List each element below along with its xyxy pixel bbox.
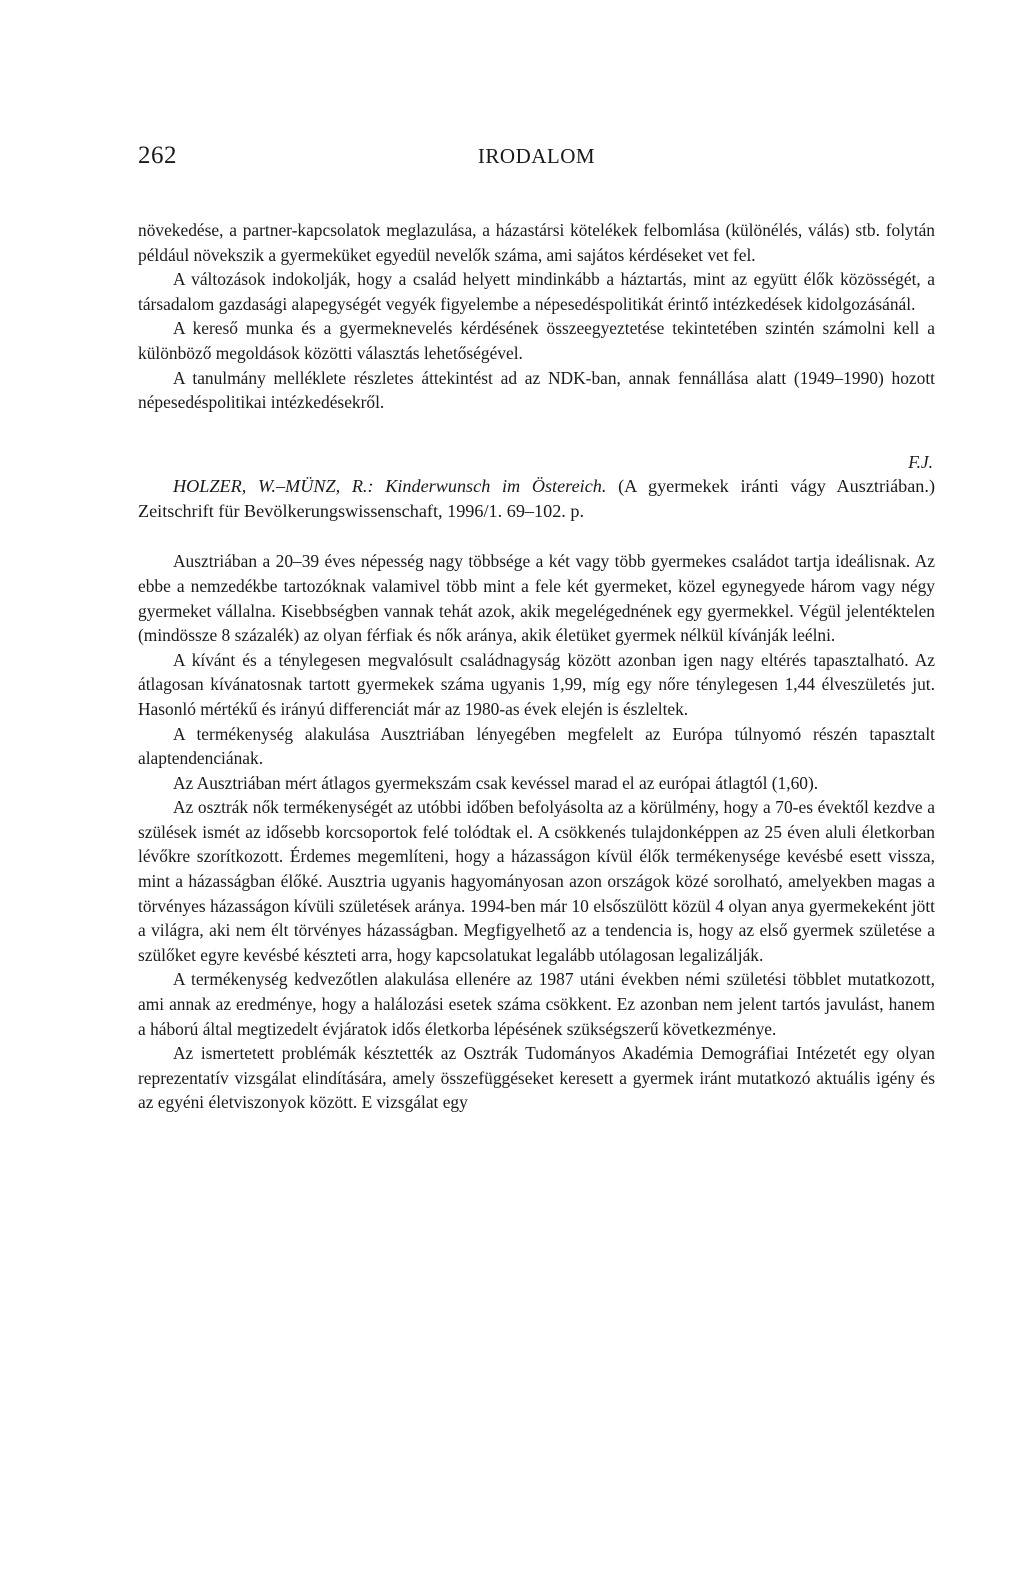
page-number: 262 bbox=[138, 142, 177, 169]
paragraph: A kívánt és a ténylegesen megvalósult családnagyság között azonban igen nagy eltérés tapasztalható. Az átlagosan kívánatosnak tartott gyermekek száma ugyanis 1,99, míg egy nőre ténylegesen 1,44 élveszületés jut. Hasonló mértékű és irányú differenciát már az 1980-as évek elején is észleltek. bbox=[138, 649, 935, 719]
previous-review bbox=[138, 218, 935, 474]
section-title: IRODALOM bbox=[477, 144, 596, 168]
paragraph: Az Ausztriában mért átlagos gyermekszám csak kevéssel marad el az európai átlagtól (1,60). bbox=[173, 772, 819, 793]
citation-authors: HOLZER, W.–MÜNZ, R.: bbox=[173, 476, 374, 497]
citation-title: Kinderwunsch im Östereich. bbox=[385, 476, 607, 497]
paragraph: Az ismertetett problémák késztették az Osztrák Tudományos Akadémia Demográfiai Intézetét egy olyan reprezentatív vizsgálat elindítására, amely összefüggéseket keresett a gyermek iránt mutatkozó aktuális igény és az egyéni életviszonyok között. E vizsgálat egy bbox=[138, 1043, 935, 1113]
paragraph: növekedése, a partner-kapcsolatok meglazulása, a házastársi kötelékek felbomlása (különélés, válás) stb. folytán például növekszik a gyermeküket egyedül nevelők száma, ami sajátos kérdéseket vet fel. bbox=[138, 220, 935, 265]
bibliographic-citation bbox=[138, 474, 935, 524]
running-head bbox=[138, 142, 935, 174]
paragraph: Ausztriában a 20–39 éves népesség nagy többsége a két vagy több gyermekes családot tartja ideálisnak. Az ebbe a nemzedékbe tartozóknak valamivel több mint a fele két gyermeket, közel egynegyede három vagy négy gyermeket vállalna. Kisebbségben vannak tehát azok, akik megelégednének egy gyermekkel. Végül jelentéktelen (mindössze 8 százalék) az olyan férfiak és nők aránya, akik életüket gyermek nélkül kívánják leélni. bbox=[138, 551, 935, 646]
paragraph: A tanulmány melléklete részletes áttekintést ad az NDK-ban, annak fennállása alatt (1949–1990) hozott népesedéspolitikai intézkedésekről. bbox=[138, 367, 935, 413]
citation-details: (A gyermekek iránti vágy Ausztriában.) Zeitschrift für Bevölkerungswissenschaft, 1996/1. 69–102. p. bbox=[138, 476, 936, 522]
reviewer-signature: F.J. bbox=[908, 451, 933, 472]
paragraph: A változások indokolják, hogy a család helyett mindinkább a háztartás, mint az együtt élők közösségét, a társadalom gazdasági alapegységét vegyék figyelembe a népesedéspolitikát érintő intézkedések kidolgozásánál. bbox=[138, 269, 935, 314]
paragraph: A kereső munka és a gyermeknevelés kérdésének összeegyeztetése tekintetében szintén számolni kell a különböző megoldások közötti választás lehetőségével. bbox=[138, 318, 935, 363]
paragraph: Az osztrák nők termékenységét az utóbbi időben befolyásolta az a körülmény, hogy a 70-es évektől kezdve a szülések ismét az idősebb korcsoportok felé tolódtak el. A csökkenés tulajdonképpen az 25 éven aluli életkorban lévőkre szorítkozott. Érdemes megemlíteni, hogy a házasságon kívül élők termékenysége kevésbé esett vissza, mint a házasságban élőké. Ausztria ugyanis hagyományosan azon országok közé sorolható, amelyekben magas a törvényes házasságon kívüli születések aránya. 1994-ben már 10 elsőszülött közül 4 olyan anya gyermekeként jött a világra, aki nem élt törvényes házasságban. Megfigyelhető az a tendencia is, hogy az első gyermek születése a szülőket egyre kevésbé készteti arra, hogy kapcsolatukat legalább utólagosan legalizálják. bbox=[138, 797, 935, 965]
paragraph: A termékenység kedvezőtlen alakulása ellenére az 1987 utáni években némi születési többlet mutatkozott, ami annak az eredménye, hogy a halálozási esetek száma csökkent. Ez azonban nem jelent tartós javulást, hanem a háború által megtizedelt évjáratok idős életkorba lépésének szükségszerű következménye. bbox=[138, 969, 935, 1039]
paragraph: A termékenység alakulása Ausztriában lényegében megfelelt az Európa túlnyomó részén tapasztalt alaptendenciának. bbox=[138, 723, 935, 769]
body-text bbox=[138, 218, 935, 1115]
review bbox=[138, 549, 935, 1115]
